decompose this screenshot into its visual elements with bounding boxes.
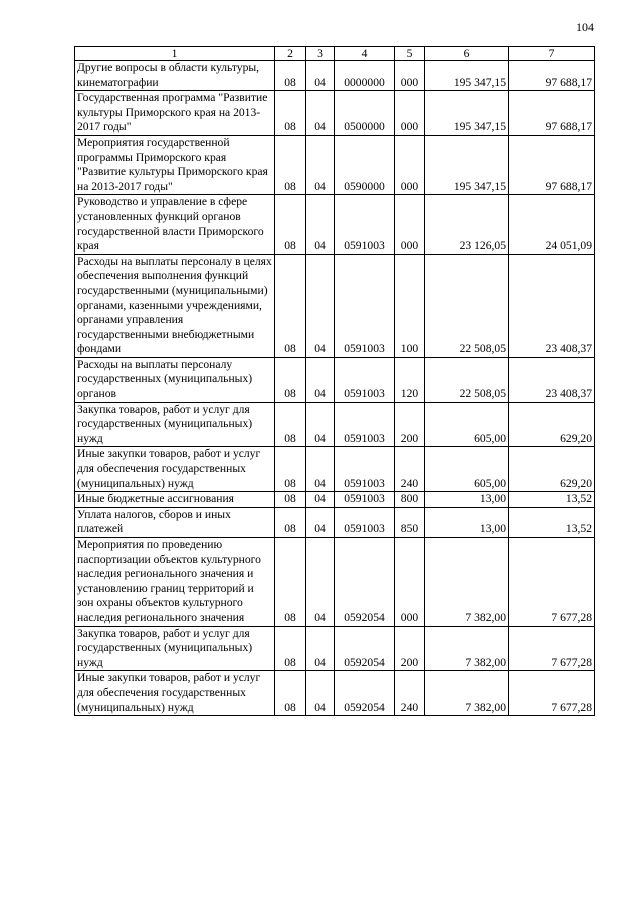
row-code: 0591003	[335, 492, 395, 508]
row-amount-1: 7 382,00	[425, 626, 509, 671]
row-section: 08	[275, 447, 306, 492]
column-header-6: 6	[425, 47, 509, 61]
row-amount-1: 7 382,00	[425, 671, 509, 716]
row-amount-2: 629,20	[509, 402, 595, 447]
table-row	[75, 626, 595, 671]
row-amount-1: 7 382,00	[425, 538, 509, 627]
column-header-5: 5	[395, 47, 425, 61]
budget-table	[74, 46, 595, 716]
row-code: 0592054	[335, 538, 395, 627]
row-subsection: 04	[306, 671, 335, 716]
row-section: 08	[275, 538, 306, 627]
row-expense-type: 200	[395, 402, 425, 447]
column-header-4: 4	[335, 47, 395, 61]
row-name: Иные закупки товаров, работ и услуг для обеспечения государственных (муниципальных) нужд	[75, 447, 275, 492]
row-section: 08	[275, 492, 306, 508]
row-section: 08	[275, 402, 306, 447]
row-subsection: 04	[306, 254, 335, 357]
row-code: 0592054	[335, 626, 395, 671]
table-row	[75, 447, 595, 492]
row-amount-1: 605,00	[425, 402, 509, 447]
row-subsection: 04	[306, 91, 335, 136]
table-row	[75, 357, 595, 402]
row-section: 08	[275, 507, 306, 537]
row-amount-2: 23 408,37	[509, 357, 595, 402]
column-header-1: 1	[75, 47, 275, 61]
row-amount-1: 195 347,15	[425, 135, 509, 194]
row-subsection: 04	[306, 135, 335, 194]
row-code: 0591003	[335, 254, 395, 357]
row-amount-1: 22 508,05	[425, 357, 509, 402]
row-subsection: 04	[306, 447, 335, 492]
row-expense-type: 850	[395, 507, 425, 537]
row-code: 0500000	[335, 91, 395, 136]
table-body	[75, 61, 595, 716]
row-name: Закупка товаров, работ и услуг для государственных (муниципальных) нужд	[75, 402, 275, 447]
row-name: Расходы на выплаты персоналу в целях обеспечения выполнения функций государственными (муниципальными) органами, казенными учреждениями, органами управления государственными внебюджетными фондами	[75, 254, 275, 357]
row-amount-1: 13,00	[425, 507, 509, 537]
column-header-3: 3	[306, 47, 335, 61]
row-expense-type: 240	[395, 447, 425, 492]
row-amount-2: 23 408,37	[509, 254, 595, 357]
row-section: 08	[275, 91, 306, 136]
row-amount-2: 24 051,09	[509, 195, 595, 254]
table-row	[75, 492, 595, 508]
row-expense-type: 800	[395, 492, 425, 508]
row-amount-2: 7 677,28	[509, 671, 595, 716]
row-amount-1: 195 347,15	[425, 61, 509, 91]
table-row	[75, 135, 595, 194]
row-amount-1: 195 347,15	[425, 91, 509, 136]
row-amount-1: 22 508,05	[425, 254, 509, 357]
row-subsection: 04	[306, 61, 335, 91]
row-amount-2: 97 688,17	[509, 135, 595, 194]
row-expense-type: 000	[395, 135, 425, 194]
row-name: Руководство и управление в сфере установленных функций органов государственной власти Приморского края	[75, 195, 275, 254]
row-section: 08	[275, 135, 306, 194]
row-expense-type: 000	[395, 61, 425, 91]
row-section: 08	[275, 254, 306, 357]
row-expense-type: 000	[395, 195, 425, 254]
row-section: 08	[275, 671, 306, 716]
row-amount-2: 13,52	[509, 492, 595, 508]
row-code: 0590000	[335, 135, 395, 194]
table-row	[75, 254, 595, 357]
row-expense-type: 000	[395, 538, 425, 627]
row-subsection: 04	[306, 626, 335, 671]
row-amount-1: 13,00	[425, 492, 509, 508]
column-header-7: 7	[509, 47, 595, 61]
row-subsection: 04	[306, 492, 335, 508]
row-expense-type: 240	[395, 671, 425, 716]
row-amount-1: 605,00	[425, 447, 509, 492]
row-name: Расходы на выплаты персоналу государственных (муниципальных) органов	[75, 357, 275, 402]
row-amount-2: 7 677,28	[509, 626, 595, 671]
row-code: 0591003	[335, 447, 395, 492]
header-row	[75, 47, 595, 61]
row-section: 08	[275, 626, 306, 671]
table-row	[75, 61, 595, 91]
column-header-2: 2	[275, 47, 306, 61]
row-code: 0000000	[335, 61, 395, 91]
row-expense-type: 200	[395, 626, 425, 671]
row-name: Мероприятия государственной программы Приморского края "Развитие культуры Приморского края на 2013-2017 годы"	[75, 135, 275, 194]
row-name: Иные закупки товаров, работ и услуг для обеспечения государственных (муниципальных) нужд	[75, 671, 275, 716]
table-row	[75, 671, 595, 716]
table-row	[75, 195, 595, 254]
row-name: Мероприятия по проведению паспортизации объектов культурного наследия регионального значения и установлению границ территорий и зон охраны объектов культурного наследия регионального значения	[75, 538, 275, 627]
row-amount-2: 13,52	[509, 507, 595, 537]
row-code: 0591003	[335, 507, 395, 537]
row-expense-type: 100	[395, 254, 425, 357]
row-section: 08	[275, 195, 306, 254]
row-amount-2: 629,20	[509, 447, 595, 492]
row-name: Уплата налогов, сборов и иных платежей	[75, 507, 275, 537]
row-expense-type: 000	[395, 91, 425, 136]
row-expense-type: 120	[395, 357, 425, 402]
row-amount-2: 97 688,17	[509, 61, 595, 91]
table-row	[75, 91, 595, 136]
table-row	[75, 538, 595, 627]
row-section: 08	[275, 357, 306, 402]
row-amount-1: 23 126,05	[425, 195, 509, 254]
row-amount-2: 97 688,17	[509, 91, 595, 136]
table-row	[75, 402, 595, 447]
row-amount-2: 7 677,28	[509, 538, 595, 627]
row-subsection: 04	[306, 357, 335, 402]
row-name: Государственная программа "Развитие культуры Приморского края на 2013-2017 годы"	[75, 91, 275, 136]
row-section: 08	[275, 61, 306, 91]
row-code: 0591003	[335, 357, 395, 402]
row-subsection: 04	[306, 402, 335, 447]
row-name: Другие вопросы в области культуры, кинематографии	[75, 61, 275, 91]
row-subsection: 04	[306, 507, 335, 537]
row-subsection: 04	[306, 195, 335, 254]
row-name: Закупка товаров, работ и услуг для государственных (муниципальных) нужд	[75, 626, 275, 671]
table-row	[75, 507, 595, 537]
row-code: 0592054	[335, 671, 395, 716]
row-code: 0591003	[335, 402, 395, 447]
row-name: Иные бюджетные ассигнования	[75, 492, 275, 508]
row-code: 0591003	[335, 195, 395, 254]
row-subsection: 04	[306, 538, 335, 627]
page-number: 104	[576, 20, 594, 34]
